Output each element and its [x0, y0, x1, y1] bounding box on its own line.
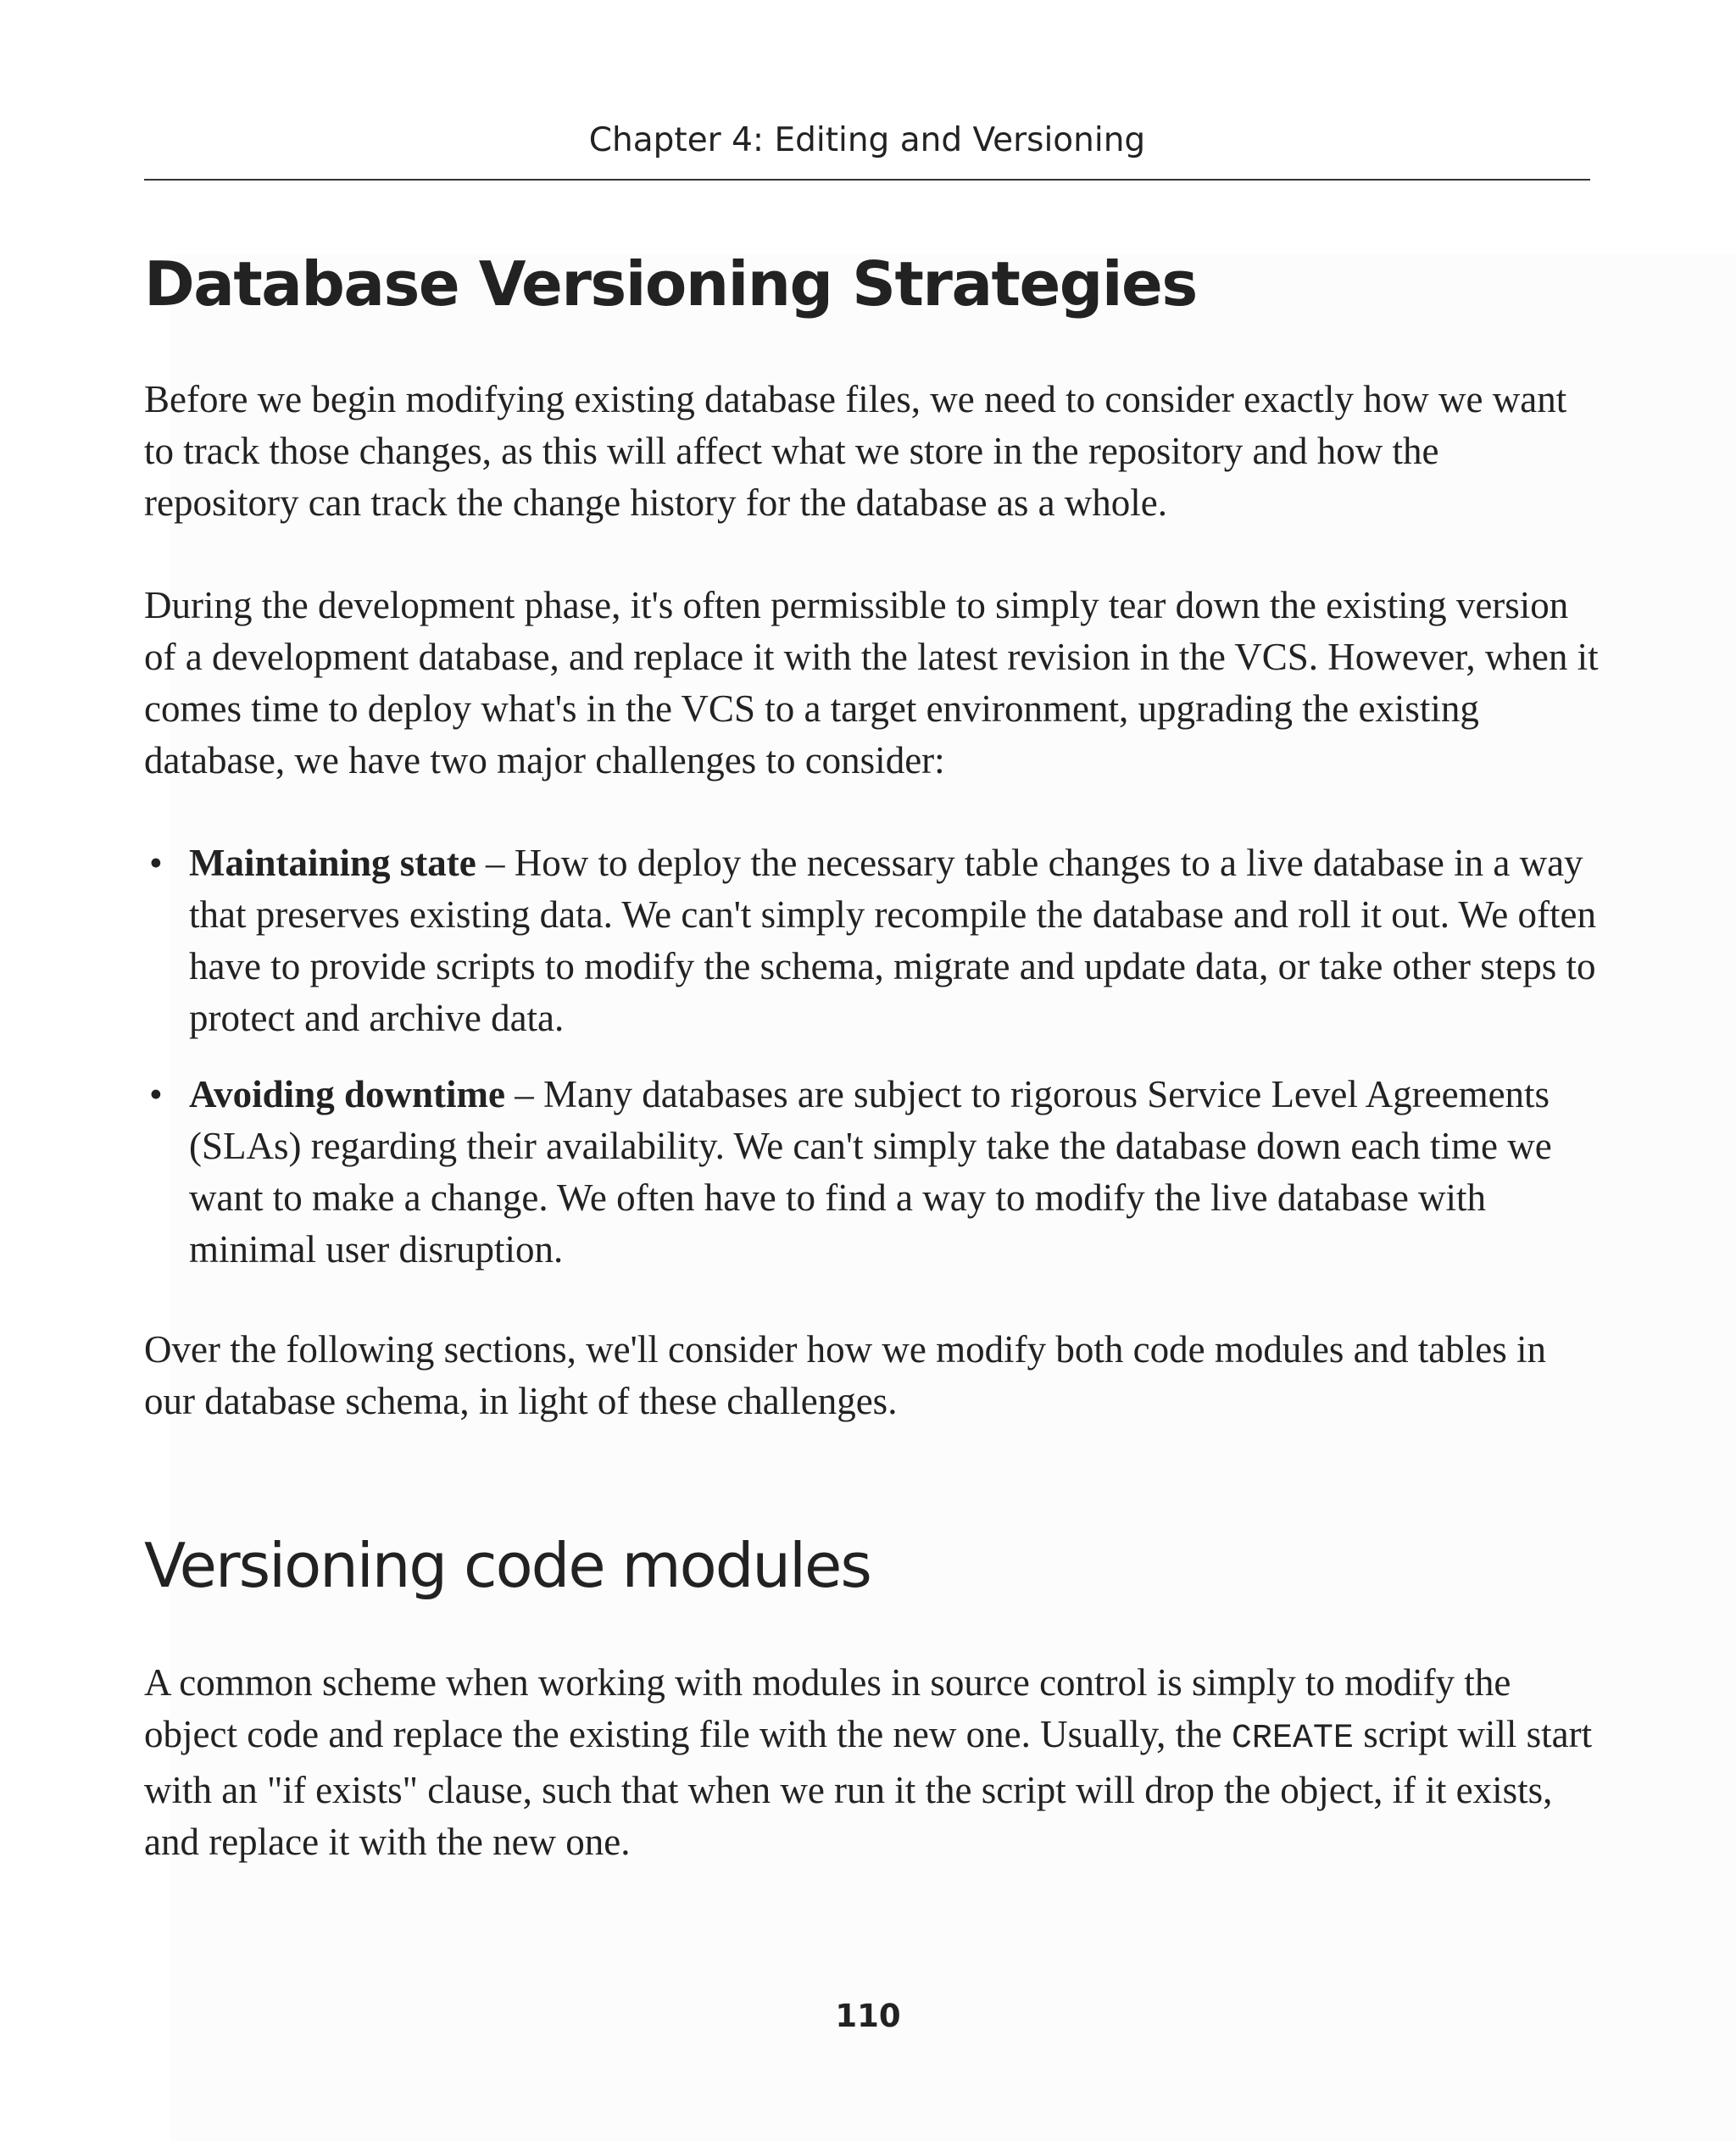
- challenge-description: – How to deploy the necessary table changes to a live database in a way that preserves existing data. We can't simply recompile the database and roll it out. We often have to provide scripts to modify the schema, migrate and update data, or take other steps to protect and archive data.: [189, 842, 1596, 1039]
- challenge-term: Maintaining state: [189, 842, 476, 884]
- versioning-text-end: script will start with an "if exists" clause, such that when we run it the script will drop the object, if it exists, and replace it with the new one.: [144, 1713, 1593, 1863]
- chapter-title: Database Versioning Strategies: [144, 248, 1197, 320]
- following-sections-paragraph: Over the following sections, we'll consider how we modify both code modules and tables in our database schema, in light of these challenges.: [144, 1328, 1547, 1422]
- challenge-list-item: [144, 837, 1602, 1044]
- page-number: 110: [835, 1998, 901, 2034]
- versioning-text-start: A common scheme when working with modules in source control is simply to modify the object code and replace the existing file with the new one. Usually, the: [144, 1661, 1511, 1755]
- running-header: [144, 115, 1590, 181]
- development-paragraph: During the development phase, it's often permissible to simply tear down the existing version of a development database, and replace it with the latest revision in the VCS. However, when it comes time to deploy what's in the VCS to a target environment, upgrading the existing database, we have two major challenges to consider:: [144, 584, 1599, 781]
- challenge-term: Avoiding downtime: [189, 1073, 505, 1115]
- challenges-list: [144, 837, 1602, 1276]
- running-header-title: Chapter 4: Editing and Versioning: [588, 121, 1146, 159]
- section-title: Versioning code modules: [144, 1530, 871, 1601]
- versioning-paragraph: [144, 1657, 1602, 1868]
- inline-code-create: CREATE: [1231, 1720, 1354, 1758]
- challenge-list-item: [144, 1069, 1602, 1276]
- challenge-description: – Many databases are subject to rigorous Service Level Agreements (SLAs) regarding their availability. We can't simply take the database down each time we want to make a change. We often have to find a way to modify the live database with minimal user disruption.: [189, 1073, 1552, 1271]
- bullet-marker: •: [149, 842, 163, 884]
- bullet-marker: •: [149, 1073, 163, 1115]
- intro-paragraph: Before we begin modifying existing database files, we need to consider exactly how we want to track those changes, as this will affect what we store in the repository and how the repository can track the change history for the database as a whole.: [144, 378, 1567, 524]
